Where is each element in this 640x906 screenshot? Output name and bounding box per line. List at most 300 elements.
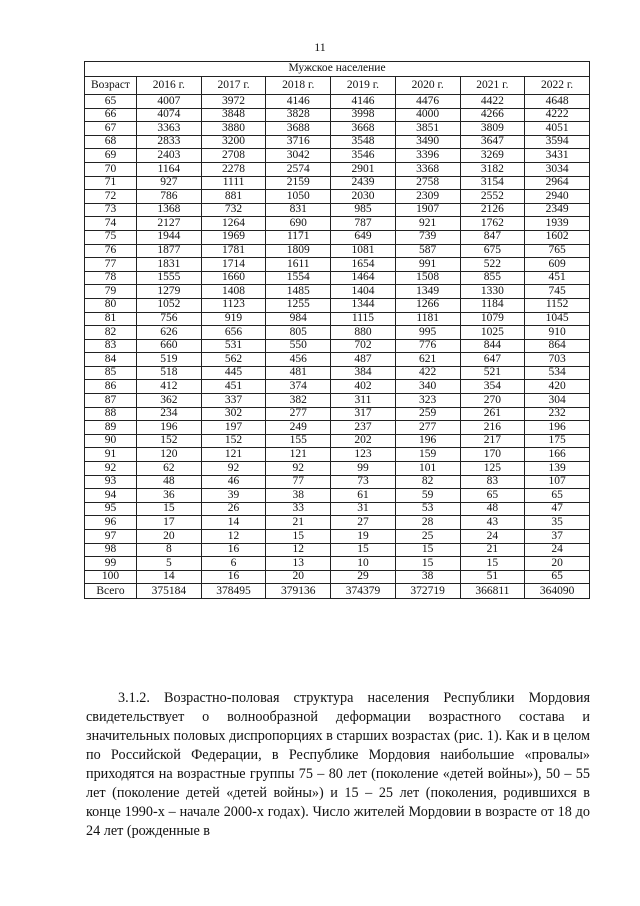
value-cell: 451 (201, 380, 266, 394)
value-cell: 15 (395, 557, 460, 571)
value-cell: 374 (266, 380, 331, 394)
table-row (85, 407, 590, 421)
age-cell: 74 (85, 217, 137, 231)
value-cell: 101 (395, 462, 460, 476)
value-cell: 2403 (137, 149, 202, 163)
value-cell: 984 (266, 312, 331, 326)
value-cell: 125 (460, 462, 525, 476)
table-body (85, 95, 590, 599)
value-cell: 1164 (137, 162, 202, 176)
value-cell: 420 (525, 380, 590, 394)
age-cell: 93 (85, 475, 137, 489)
value-cell: 20 (266, 570, 331, 584)
value-cell: 562 (201, 353, 266, 367)
age-cell: 87 (85, 394, 137, 408)
value-cell: 123 (331, 448, 396, 462)
value-cell: 21 (460, 543, 525, 557)
total-value: 375184 (137, 584, 202, 599)
value-cell: 3548 (331, 135, 396, 149)
value-cell: 139 (525, 462, 590, 476)
value-cell: 4146 (266, 95, 331, 109)
value-cell: 1602 (525, 230, 590, 244)
value-cell: 521 (460, 366, 525, 380)
value-cell: 249 (266, 421, 331, 435)
value-cell: 16 (201, 570, 266, 584)
value-cell: 3034 (525, 162, 590, 176)
value-cell: 1171 (266, 230, 331, 244)
table-row (85, 448, 590, 462)
age-cell: 94 (85, 489, 137, 503)
value-cell: 4422 (460, 95, 525, 109)
value-cell: 3851 (395, 122, 460, 136)
value-cell: 15 (331, 543, 396, 557)
table-row (85, 285, 590, 299)
value-cell: 675 (460, 244, 525, 258)
value-cell: 2439 (331, 176, 396, 190)
value-cell: 660 (137, 339, 202, 353)
value-cell: 1611 (266, 258, 331, 272)
value-cell: 587 (395, 244, 460, 258)
age-cell: 99 (85, 557, 137, 571)
value-cell: 17 (137, 516, 202, 530)
value-cell: 1714 (201, 258, 266, 272)
value-cell: 451 (525, 271, 590, 285)
value-cell: 831 (266, 203, 331, 217)
age-cell: 77 (85, 258, 137, 272)
value-cell: 1152 (525, 298, 590, 312)
value-cell: 1368 (137, 203, 202, 217)
value-cell: 202 (331, 434, 396, 448)
value-cell: 261 (460, 407, 525, 421)
value-cell: 1111 (201, 176, 266, 190)
value-cell: 37 (525, 530, 590, 544)
value-cell: 649 (331, 230, 396, 244)
table-row (85, 462, 590, 476)
value-cell: 3396 (395, 149, 460, 163)
value-cell: 1969 (201, 230, 266, 244)
value-cell: 2030 (331, 190, 396, 204)
value-cell: 170 (460, 448, 525, 462)
header-year: 2021 г. (460, 77, 525, 95)
table-row (85, 149, 590, 163)
value-cell: 844 (460, 339, 525, 353)
value-cell: 384 (331, 366, 396, 380)
page-number: 11 (314, 40, 326, 54)
value-cell: 152 (137, 434, 202, 448)
value-cell: 921 (395, 217, 460, 231)
value-cell: 65 (525, 489, 590, 503)
value-cell: 82 (395, 475, 460, 489)
age-cell: 69 (85, 149, 137, 163)
value-cell: 2964 (525, 176, 590, 190)
value-cell: 732 (201, 203, 266, 217)
total-row (85, 584, 590, 599)
table-row (85, 489, 590, 503)
value-cell: 847 (460, 230, 525, 244)
value-cell: 21 (266, 516, 331, 530)
value-cell: 48 (137, 475, 202, 489)
value-cell: 175 (525, 434, 590, 448)
value-cell: 62 (137, 462, 202, 476)
age-cell: 81 (85, 312, 137, 326)
value-cell: 46 (201, 475, 266, 489)
value-cell: 19 (331, 530, 396, 544)
value-cell: 14 (137, 570, 202, 584)
table-row (85, 366, 590, 380)
total-value: 379136 (266, 584, 331, 599)
value-cell: 3042 (266, 149, 331, 163)
value-cell: 4648 (525, 95, 590, 109)
age-cell: 79 (85, 285, 137, 299)
value-cell: 1464 (331, 271, 396, 285)
value-cell: 20 (525, 557, 590, 571)
value-cell: 2127 (137, 217, 202, 231)
table-row (85, 475, 590, 489)
value-cell: 65 (460, 489, 525, 503)
value-cell: 323 (395, 394, 460, 408)
value-cell: 3594 (525, 135, 590, 149)
value-cell: 92 (201, 462, 266, 476)
value-cell: 337 (201, 394, 266, 408)
table-row (85, 543, 590, 557)
table-row (85, 258, 590, 272)
value-cell: 919 (201, 312, 266, 326)
age-cell: 92 (85, 462, 137, 476)
value-cell: 412 (137, 380, 202, 394)
value-cell: 24 (525, 543, 590, 557)
table-row (85, 502, 590, 516)
value-cell: 1181 (395, 312, 460, 326)
value-cell: 3363 (137, 122, 202, 136)
value-cell: 237 (331, 421, 396, 435)
table-row (85, 95, 590, 109)
value-cell: 10 (331, 557, 396, 571)
table-row (85, 190, 590, 204)
table-row (85, 135, 590, 149)
value-cell: 92 (266, 462, 331, 476)
value-cell: 3848 (201, 108, 266, 122)
value-cell: 196 (395, 434, 460, 448)
table-row (85, 530, 590, 544)
value-cell: 73 (331, 475, 396, 489)
value-cell: 196 (137, 421, 202, 435)
table-row (85, 380, 590, 394)
value-cell: 12 (266, 543, 331, 557)
value-cell: 855 (460, 271, 525, 285)
value-cell: 609 (525, 258, 590, 272)
total-value: 378495 (201, 584, 266, 599)
table-row (85, 271, 590, 285)
table-row (85, 326, 590, 340)
value-cell: 1877 (137, 244, 202, 258)
age-cell: 91 (85, 448, 137, 462)
age-cell: 90 (85, 434, 137, 448)
value-cell: 1079 (460, 312, 525, 326)
value-cell: 1554 (266, 271, 331, 285)
value-cell: 534 (525, 366, 590, 380)
value-cell: 3828 (266, 108, 331, 122)
value-cell: 550 (266, 339, 331, 353)
age-cell: 95 (85, 502, 137, 516)
value-cell: 33 (266, 502, 331, 516)
body-text (86, 689, 590, 841)
table-row (85, 516, 590, 530)
value-cell: 756 (137, 312, 202, 326)
value-cell: 354 (460, 380, 525, 394)
value-cell: 456 (266, 353, 331, 367)
age-cell: 78 (85, 271, 137, 285)
table-row (85, 570, 590, 584)
value-cell: 3154 (460, 176, 525, 190)
total-value: 374379 (331, 584, 396, 599)
table-row (85, 421, 590, 435)
value-cell: 805 (266, 326, 331, 340)
header-age: Возраст (85, 77, 137, 95)
value-cell: 159 (395, 448, 460, 462)
table-caption: Мужское население (85, 62, 590, 77)
value-cell: 1654 (331, 258, 396, 272)
age-cell: 72 (85, 190, 137, 204)
value-cell: 702 (331, 339, 396, 353)
value-cell: 152 (201, 434, 266, 448)
value-cell: 277 (395, 421, 460, 435)
value-cell: 1508 (395, 271, 460, 285)
value-cell: 1404 (331, 285, 396, 299)
age-cell: 71 (85, 176, 137, 190)
value-cell: 155 (266, 434, 331, 448)
value-cell: 2159 (266, 176, 331, 190)
value-cell: 3431 (525, 149, 590, 163)
value-cell: 15 (266, 530, 331, 544)
value-cell: 65 (525, 570, 590, 584)
age-cell: 89 (85, 421, 137, 435)
age-cell: 67 (85, 122, 137, 136)
total-value: 372719 (395, 584, 460, 599)
table-row (85, 176, 590, 190)
table-row (85, 339, 590, 353)
value-cell: 8 (137, 543, 202, 557)
age-cell: 83 (85, 339, 137, 353)
value-cell: 518 (137, 366, 202, 380)
value-cell: 1264 (201, 217, 266, 231)
table-row (85, 557, 590, 571)
value-cell: 656 (201, 326, 266, 340)
value-cell: 12 (201, 530, 266, 544)
header-year: 2018 г. (266, 77, 331, 95)
header-year: 2016 г. (137, 77, 202, 95)
age-cell: 80 (85, 298, 137, 312)
age-cell: 66 (85, 108, 137, 122)
value-cell: 880 (331, 326, 396, 340)
table-row (85, 122, 590, 136)
value-cell: 1349 (395, 285, 460, 299)
value-cell: 2833 (137, 135, 202, 149)
value-cell: 1279 (137, 285, 202, 299)
value-cell: 25 (395, 530, 460, 544)
age-cell: 76 (85, 244, 137, 258)
value-cell: 6 (201, 557, 266, 571)
value-cell: 107 (525, 475, 590, 489)
value-cell: 1831 (137, 258, 202, 272)
table-row (85, 244, 590, 258)
value-cell: 621 (395, 353, 460, 367)
value-cell: 1081 (331, 244, 396, 258)
value-cell: 3998 (331, 108, 396, 122)
value-cell: 531 (201, 339, 266, 353)
value-cell: 1781 (201, 244, 266, 258)
total-label: Всего (85, 584, 137, 599)
value-cell: 1050 (266, 190, 331, 204)
table-row (85, 298, 590, 312)
value-cell: 1115 (331, 312, 396, 326)
value-cell: 3688 (266, 122, 331, 136)
value-cell: 1052 (137, 298, 202, 312)
value-cell: 13 (266, 557, 331, 571)
value-cell: 3490 (395, 135, 460, 149)
age-cell: 82 (85, 326, 137, 340)
male-population-table (84, 61, 590, 599)
value-cell: 1123 (201, 298, 266, 312)
value-cell: 3880 (201, 122, 266, 136)
value-cell: 382 (266, 394, 331, 408)
value-cell: 2552 (460, 190, 525, 204)
value-cell: 4146 (331, 95, 396, 109)
value-cell: 910 (525, 326, 590, 340)
value-cell: 647 (460, 353, 525, 367)
value-cell: 36 (137, 489, 202, 503)
value-cell: 776 (395, 339, 460, 353)
value-cell: 4222 (525, 108, 590, 122)
value-cell: 2309 (395, 190, 460, 204)
value-cell: 3647 (460, 135, 525, 149)
age-cell: 75 (85, 230, 137, 244)
value-cell: 626 (137, 326, 202, 340)
value-cell: 15 (395, 543, 460, 557)
value-cell: 1809 (266, 244, 331, 258)
value-cell: 39 (201, 489, 266, 503)
value-cell: 402 (331, 380, 396, 394)
table-row (85, 312, 590, 326)
value-cell: 2278 (201, 162, 266, 176)
value-cell: 765 (525, 244, 590, 258)
value-cell: 1944 (137, 230, 202, 244)
age-cell: 86 (85, 380, 137, 394)
value-cell: 59 (395, 489, 460, 503)
age-cell: 70 (85, 162, 137, 176)
value-cell: 1660 (201, 271, 266, 285)
value-cell: 3668 (331, 122, 396, 136)
value-cell: 2708 (201, 149, 266, 163)
value-cell: 1939 (525, 217, 590, 231)
value-cell: 787 (331, 217, 396, 231)
table-row (85, 162, 590, 176)
value-cell: 1485 (266, 285, 331, 299)
value-cell: 3972 (201, 95, 266, 109)
value-cell: 881 (201, 190, 266, 204)
value-cell: 445 (201, 366, 266, 380)
value-cell: 317 (331, 407, 396, 421)
value-cell: 16 (201, 543, 266, 557)
value-cell: 991 (395, 258, 460, 272)
value-cell: 3368 (395, 162, 460, 176)
value-cell: 216 (460, 421, 525, 435)
age-cell: 85 (85, 366, 137, 380)
value-cell: 302 (201, 407, 266, 421)
value-cell: 2126 (460, 203, 525, 217)
age-cell: 96 (85, 516, 137, 530)
value-cell: 1344 (331, 298, 396, 312)
value-cell: 1408 (201, 285, 266, 299)
age-cell: 97 (85, 530, 137, 544)
value-cell: 690 (266, 217, 331, 231)
paragraph-3-1-2: 3.1.2. Возрастно-половая структура населения Республики Мордовия свидетельствует о волнообразной деформации возрастного состава и значительных половых диспропорциях в старших возрастах (рис. 1). Как и в целом по Российской Федерации, в Республике Мордовия наибольшие «провалы» приходятся на возрастные группы 75 – 80 лет (поколение «детей войны»), 50 – 55 лет (поколение детей «детей войны») и 15 – 25 лет (поколения, родившихся в конце 1990-х – начале 2000-х годах). Число жителей Мордовии в возрасте от 18 до 24 лет (рожденные в (86, 690, 590, 839)
value-cell: 1266 (395, 298, 460, 312)
value-cell: 1184 (460, 298, 525, 312)
value-cell: 340 (395, 380, 460, 394)
age-cell: 65 (85, 95, 137, 109)
value-cell: 15 (460, 557, 525, 571)
value-cell: 2901 (331, 162, 396, 176)
value-cell: 217 (460, 434, 525, 448)
table-row (85, 394, 590, 408)
value-cell: 2758 (395, 176, 460, 190)
value-cell: 83 (460, 475, 525, 489)
value-cell: 995 (395, 326, 460, 340)
value-cell: 5 (137, 557, 202, 571)
value-cell: 277 (266, 407, 331, 421)
value-cell: 38 (266, 489, 331, 503)
value-cell: 703 (525, 353, 590, 367)
table-row (85, 353, 590, 367)
value-cell: 259 (395, 407, 460, 421)
value-cell: 197 (201, 421, 266, 435)
value-cell: 4476 (395, 95, 460, 109)
value-cell: 2574 (266, 162, 331, 176)
value-cell: 864 (525, 339, 590, 353)
header-year: 2020 г. (395, 77, 460, 95)
value-cell: 1045 (525, 312, 590, 326)
table-row (85, 217, 590, 231)
value-cell: 48 (460, 502, 525, 516)
table-row (85, 108, 590, 122)
value-cell: 15 (137, 502, 202, 516)
value-cell: 3200 (201, 135, 266, 149)
value-cell: 927 (137, 176, 202, 190)
age-cell: 68 (85, 135, 137, 149)
value-cell: 28 (395, 516, 460, 530)
value-cell: 2940 (525, 190, 590, 204)
value-cell: 43 (460, 516, 525, 530)
value-cell: 3269 (460, 149, 525, 163)
value-cell: 270 (460, 394, 525, 408)
value-cell: 121 (201, 448, 266, 462)
value-cell: 4007 (137, 95, 202, 109)
value-cell: 26 (201, 502, 266, 516)
value-cell: 3716 (266, 135, 331, 149)
value-cell: 166 (525, 448, 590, 462)
value-cell: 31 (331, 502, 396, 516)
value-cell: 985 (331, 203, 396, 217)
value-cell: 3182 (460, 162, 525, 176)
total-value: 364090 (525, 584, 590, 599)
header-year: 2022 г. (525, 77, 590, 95)
value-cell: 362 (137, 394, 202, 408)
age-cell: 73 (85, 203, 137, 217)
value-cell: 1255 (266, 298, 331, 312)
value-cell: 522 (460, 258, 525, 272)
value-cell: 4074 (137, 108, 202, 122)
value-cell: 27 (331, 516, 396, 530)
